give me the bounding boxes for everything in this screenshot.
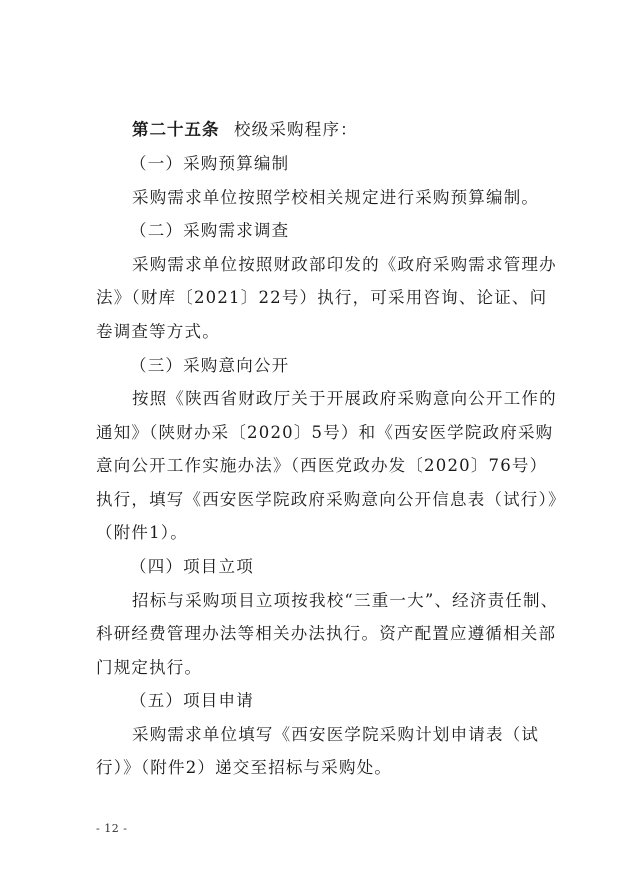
paragraph-line: 门规定执行。 [96,658,203,677]
paragraph-line: 按照《陕西省财政厅关于开展政府采购意向公开工作的 [132,389,557,408]
paragraph-line: 采购需求单位按照财政部印发的《政府采购需求管理办 [132,255,557,274]
page-number: - 12 - [96,822,128,835]
paragraph-line: 采购需求单位填写《西安医学院采购计划申请表（试 [132,725,540,744]
article-title: 校级采购程序： [233,120,358,139]
section-heading-3: （三）采购意向公开 [130,356,290,375]
paragraph-line: 执行，填写《西安医学院政府采购意向公开信息表（试行）》 [96,490,566,509]
section-heading-2: （二）采购需求调查 [130,221,290,240]
section-heading-5: （五）项目申请 [130,691,254,710]
article-heading [0,120,636,140]
paragraph-line: 招标与采购项目立项按我校“三重一大”、经济责任制、 [132,591,559,610]
paragraph-line: （附件1）。 [96,523,188,542]
section-heading-1: （一）采购预算编制 [130,154,290,173]
paragraph-line: 科研经费管理办法等相关办法执行。资产配置应遵循相关部 [96,624,557,643]
paragraph-line: 卷调查等方式。 [96,322,220,341]
paragraph-line: 法》（财库〔2021〕22号）执行，可采用咨询、论证、问 [96,288,548,307]
paragraph-line: 通知》（陕财办采〔2020〕5号）和《西安医学院政府采购 [96,423,554,442]
paragraph-line: 意向公开工作实施办法》（西医党政办发〔2020〕76号） [96,456,548,475]
section-heading-4: （四）项目立项 [130,557,254,576]
paragraph-line: 采购需求单位按照学校相关规定进行采购预算编制。 [132,188,540,207]
article-label: 第二十五条 [132,120,220,139]
paragraph-line: 行）》（附件2）递交至招标与采购处。 [96,758,393,777]
